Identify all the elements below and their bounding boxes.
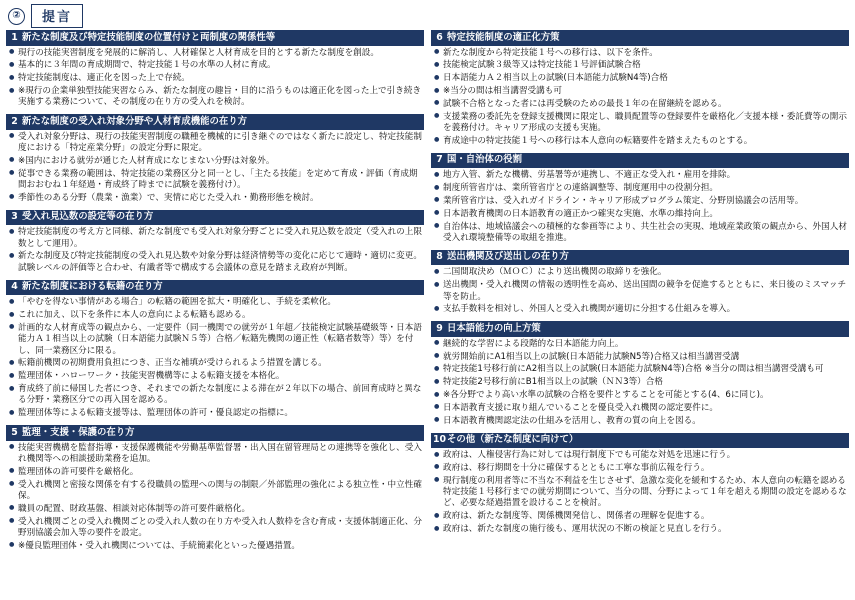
- list-item: ● ※当分の間は相当講習受講も可: [434, 86, 847, 97]
- list-item: ● 「やむを得ない事情がある場合」の転籍の範囲を拡大・明確化し、手続を柔軟化。: [9, 297, 422, 308]
- section-title: 監理・支援・保護の在り方: [22, 426, 135, 438]
- section-title: 国・自治体の役割: [447, 154, 523, 166]
- section: [431, 433, 849, 538]
- list-item: ● 特定技能2号移行前にB1相当以上の試験（ＮＮ3等）合格: [434, 377, 847, 388]
- list-item: ● 技能実習機構を監督指導・支援保護機能や労働基準監督署・出入国在留管理局との連携等を強化し、受入れ機関等への相談援助業務を追加。: [9, 443, 422, 466]
- section-number: 6: [436, 31, 443, 43]
- section-body: [431, 46, 849, 150]
- list-item: ● 継続的な学習による段階的な日本語能力向上。: [434, 339, 847, 350]
- bullet-list: [434, 450, 847, 535]
- list-item: ● 従事できる業務の範囲は、特定技能の業務区分と同一とし、「主たる技能」を定めて育成・評価（育成期間おおむね１年経過・育成終了時までに試験を義務付け）。: [9, 169, 422, 192]
- list-item: ● 受入れ機関と密接な関係を有する役職員の監理への関与の制限／外部監理の強化による独立性・中立性確保。: [9, 480, 422, 503]
- section-title: 新たな制度及び特定技能制度の位置付けと両制度の関係性等: [22, 31, 276, 43]
- list-item: ● 基本的に３年間の育成期間で、特定技能１号の水準の人材に育成。: [9, 60, 422, 71]
- section-body: [431, 168, 849, 247]
- bullet-list: [9, 443, 422, 553]
- list-item: ● 受入れ機関ごとの受入れ機関ごとの受入れ人数の在り方や受入れ人数枠を含む育成・支援体制適正化、分野別協議会加入等の要件を設定。: [9, 517, 422, 540]
- section-body: [6, 225, 424, 276]
- bullet-list: [9, 48, 422, 109]
- list-item: ● 受入れ対象分野は、現行の技能実習制度の職種を機械的に引き継ぐのではなく新たに設定し、特定技能制度における「特定産業分野」の設定分野に限定。: [9, 132, 422, 155]
- list-item: ● 政府は、新たな制度の施行後も、運用状況の不断の検証と見直しを行う。: [434, 524, 847, 535]
- list-item: ● 監理団体の許可要件を厳格化。: [9, 467, 422, 478]
- list-item: ● 季節性のある分野（農業・漁業）で、実情に応じた受入れ・勤務形態を検討。: [9, 193, 422, 204]
- section-number: 8: [436, 251, 443, 263]
- list-item: ● 新たな制度から特定技能１号への移行は、以下を条件。: [434, 48, 847, 59]
- section-title: 特定技能制度の適正化方策: [447, 31, 560, 43]
- section-body: [431, 448, 849, 538]
- list-item: ● 送出機関・受入れ機関の情報の透明性を高め、送出国間の競争を促進するとともに、来日後のミスマッチ等を防止。: [434, 280, 847, 303]
- list-item: ● 監理団体・ハローワーク・技能実習機構等による転籍支援を本格化。: [9, 371, 422, 382]
- section: [6, 30, 424, 111]
- section-title: その他（新たな制度に向けて）: [447, 434, 579, 446]
- bullet-list: [434, 170, 847, 244]
- list-item: ● 政府は、移行期間を十分に確保するとともに工寧な事前広報を行う。: [434, 463, 847, 474]
- section-number: 4: [11, 281, 18, 293]
- list-item: ● 地方入管、新たな機構、労基署等が連携し、不適正な受入れ・雇用を排除。: [434, 170, 847, 181]
- bullet-list: [9, 132, 422, 205]
- section-number: 3: [11, 211, 18, 223]
- list-item: ● 就労開始前にA1相当以上の試験(日本語能力試験N5等)合格又は相当講習受講: [434, 352, 847, 363]
- section-header: [431, 250, 849, 266]
- list-item: ● 現行制度の利用者等に不当な不利益を生じさせず、急激な変化を緩和するため、本人意向の転籍を認める特定技能１号移行までの就労期間について、当分の間、分野によって１年を超える期間の設定を認めるなど、必要な経過措置を設けることを検討。: [434, 476, 847, 510]
- section: [431, 153, 849, 247]
- section-title: 新たな制度の受入れ対象分野や人材育成機能の在り方: [22, 115, 248, 127]
- left-column: [6, 30, 424, 598]
- list-item: ● 日本語教育支援に取り組んでいることを優良受入れ機関の認定要件に。: [434, 403, 847, 414]
- section-body: [431, 337, 849, 430]
- section-number: 2: [11, 115, 18, 127]
- section-title: 送出機関及び送出しの在り方: [447, 251, 569, 263]
- section-header: [431, 30, 849, 46]
- section-number: 1: [11, 31, 18, 43]
- list-item: ● 育成途中の特定技能１号への移行は本人意向の転籍要件を踏まえたものとする。: [434, 136, 847, 147]
- list-item: ● 日本語能力Ａ２相当以上の試験(日本語能力試験N4等)合格: [434, 73, 847, 84]
- list-item: ● ※現行の企業単独型技能実習ならみ、新たな制度の趣旨・目的に沿うものは適正化を図った上で引き続き実施する業務について、その制度の在り方の受入れを検討。: [9, 86, 422, 109]
- section-number: 5: [11, 426, 18, 438]
- list-item: ● 特定技能1号移行前にA2相当以上の試験(日本語能力試験N4等)合格 ※当分の間は相当講習受講も可: [434, 364, 847, 375]
- right-column: [431, 30, 849, 598]
- section-title: 新たな制度における転籍の在り方: [22, 281, 163, 293]
- list-item: ● 監理団体等による転籍支援等は、監理団体の許可・優良認定の指標に。: [9, 408, 422, 419]
- list-item: ● 特定技能制度の考え方と同様、新たな制度でも受入れ対象分野ごとに受入れ見込数を設定（受入れの上限数として運用）。: [9, 227, 422, 250]
- section-number: 9: [436, 322, 443, 334]
- section: [6, 425, 424, 555]
- bullet-list: [434, 48, 847, 148]
- bullet-list: [434, 267, 847, 315]
- page-title: 提言: [31, 4, 83, 28]
- section-title: 受入れ見込数の設定等の在り方: [22, 211, 154, 223]
- list-item: ● 自治体は、地域協議会への積極的な参画等により、共生社会の実現、地域産業政策の観点から、外国人材受入れ環境整備等の取組を推進。: [434, 222, 847, 245]
- list-item: ● これに加え、以下を条件に本人の意向による転籍も認める。: [9, 310, 422, 321]
- section-header: [6, 210, 424, 226]
- bullet-list: [9, 227, 422, 274]
- section-header: [6, 425, 424, 441]
- section: [431, 321, 849, 429]
- list-item: ● 特定技能制度は、適正化を図った上で存続。: [9, 73, 422, 84]
- section: [431, 30, 849, 150]
- document-header: [8, 5, 849, 27]
- list-item: ● 業所管省庁は、受入れガイドライン・キャリア形成プログラム策定、分野別協議会の活用等。: [434, 196, 847, 207]
- section-header: [6, 30, 424, 46]
- section-number: 7: [436, 154, 443, 166]
- list-item: ● 転籍前機関の初期費用負担につき、正当な補填が受けられるよう措置を講じる。: [9, 358, 422, 369]
- list-item: ● 支払手数料を相対し、外国人と受入れ機関が適切に分担する仕組みを導入。: [434, 304, 847, 315]
- section-header: [431, 433, 849, 449]
- list-item: ● 日本語教育機関の日本語教育の適正かつ確実な実施、水準の維持向上。: [434, 209, 847, 220]
- section-header: [431, 321, 849, 337]
- list-item: ● 支援業務の委託先を登録支援機関に限定し、職員配置等の登録要件を厳格化／支援本様・委託費等の開示を義務付け。キャリア形成の支援も実施。: [434, 112, 847, 135]
- section: [6, 114, 424, 207]
- section-body: [431, 265, 849, 318]
- list-item: ● 育成終了前に帰国した者につき、それまでの新たな制度による滞在が２年以下の場合、前回育成時と異なる分野・業務区分での再入国を認める。: [9, 384, 422, 407]
- section-header: [431, 153, 849, 169]
- list-item: ● 職員の配置、財政基盤、相談対応体制等の許可要件厳格化。: [9, 504, 422, 515]
- list-item: ● 計画的な人材育成等の観点から、一定要件（同一機関での就労が１年超／技能検定試験基礎級等・日本語能力Ａ１相当以上の試験（日本語能力試験Ｎ５等）合格／転籍先機関の適正性（転籍者数等）等）を付し、同一業務区分に限る。: [9, 323, 422, 357]
- section-header: [6, 114, 424, 130]
- section-number: 10: [433, 434, 447, 446]
- list-item: ● 政府は、新たな制度等、関係機関発信し、関係者の理解を促進する。: [434, 511, 847, 522]
- list-item: ● 技能検定試験３級等又は特定技能１号評価試験合格: [434, 60, 847, 71]
- list-item: ● ※優良監理団体・受入れ機関については、手続簡素化といった優遇措置。: [9, 541, 422, 552]
- section-header: [6, 280, 424, 296]
- section-body: [6, 441, 424, 555]
- list-item: ● 政府は、人権侵害行為に対しては現行制度下でも可能な対処を迅速に行う。: [434, 450, 847, 461]
- section: [431, 250, 849, 318]
- section: [6, 280, 424, 422]
- list-item: ● 制度所管省庁は、業所管省庁との連絡調整等、制度運用中の役割分担。: [434, 183, 847, 194]
- list-item: ● 試験不合格となった者には再受験のための最長１年の在留継続を認める。: [434, 99, 847, 110]
- list-item: ● 日本語教育機関認定法の仕組みを活用し、教育の質の向上を図る。: [434, 416, 847, 427]
- bullet-list: [434, 339, 847, 427]
- bullet-list: [9, 297, 422, 419]
- section-title: 日本語能力の向上方策: [447, 322, 541, 334]
- two-column-layout: [6, 30, 849, 598]
- list-item: ● ※各分野でより高い水準の試験の合格を要件とすることを可能とする(4、6に同じ)。: [434, 390, 847, 401]
- list-item: ● 新たな制度及び特定技能制度の受入れ見込数や対象分野は経済情勢等の変化に応じて適時・適切に変更。試験レベルの評価等と合わせ、有識者等で構成する会議体の意見を踏まえ政府が判断。: [9, 251, 422, 274]
- section-body: [6, 130, 424, 207]
- list-item: ● 現行の技能実習制度を発展的に解消し、人材確保と人材育成を目的とする新たな制度を創設。: [9, 48, 422, 59]
- header-circle-mark: ②: [8, 8, 25, 25]
- section: [6, 210, 424, 277]
- section-body: [6, 46, 424, 112]
- section-body: [6, 295, 424, 422]
- list-item: ● ※国内における就労が通じた人材育成になじまない分野は対象外。: [9, 156, 422, 167]
- list-item: ● 二国間取決め（ＭＯＣ）により送出機関の取締りを強化。: [434, 267, 847, 278]
